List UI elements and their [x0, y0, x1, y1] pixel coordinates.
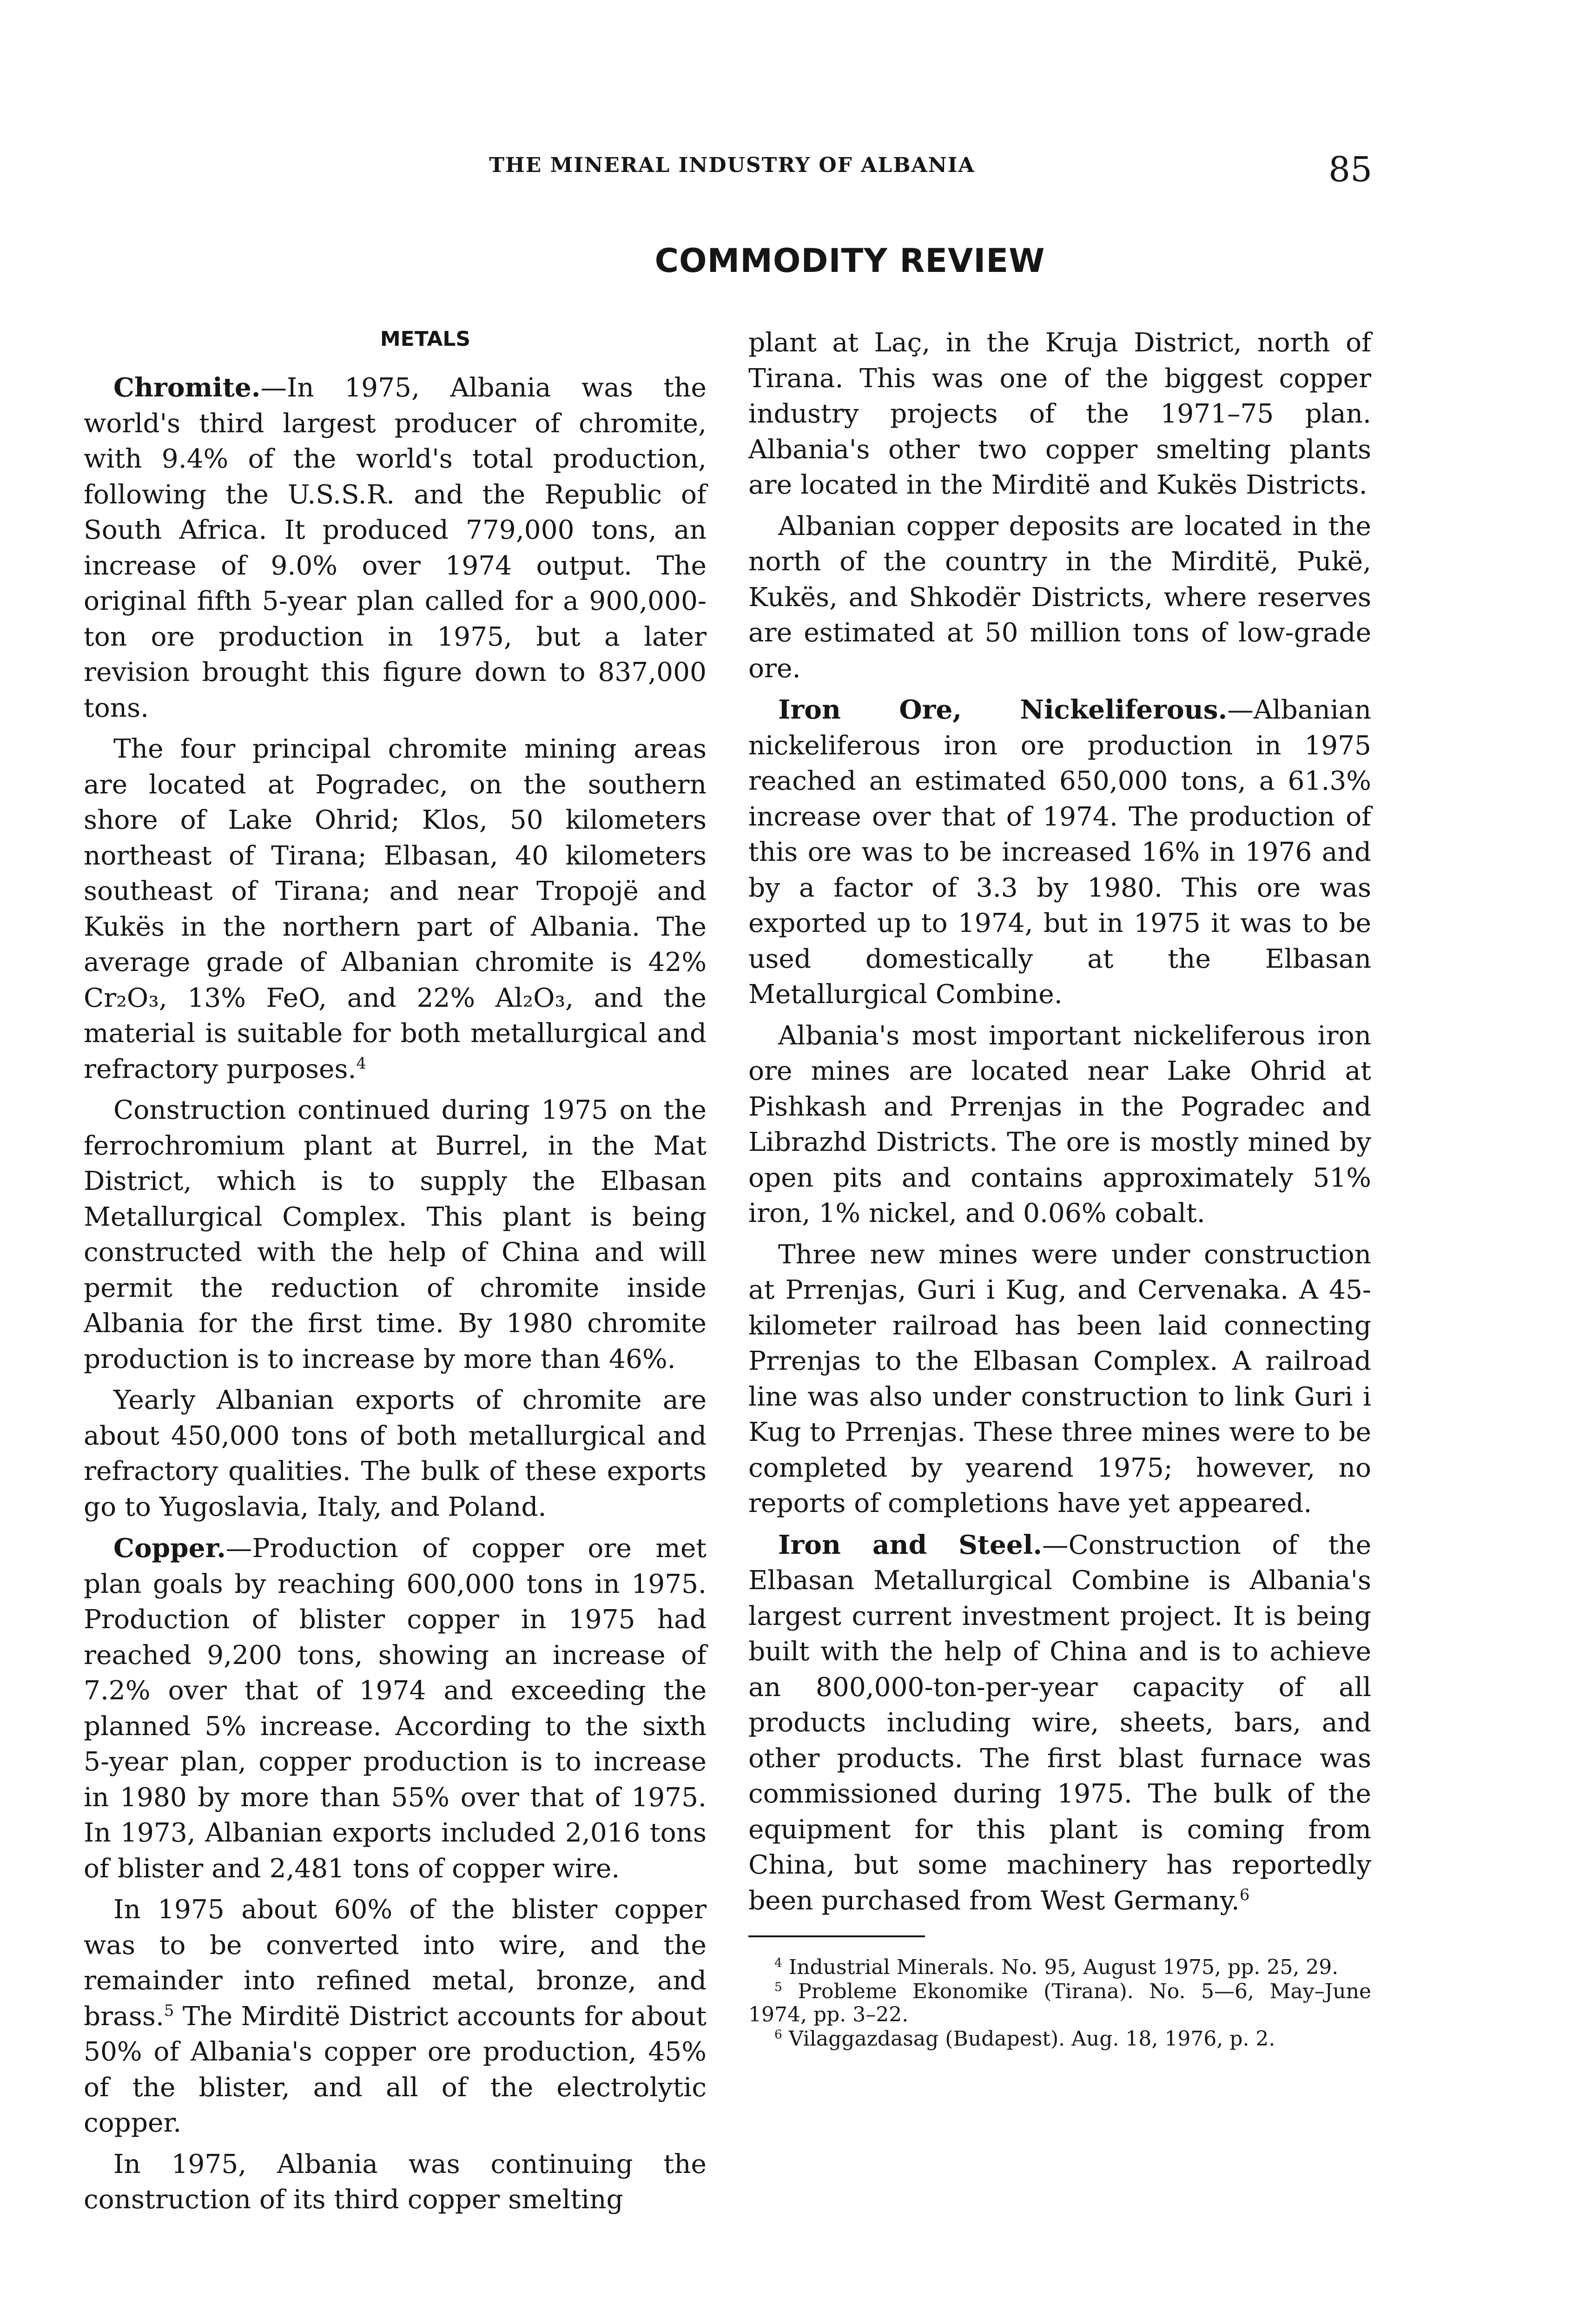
iron-ore-heading: Iron Ore, Nickeliferous. — [778, 694, 1228, 725]
blister-copper-paragraph — [84, 1892, 707, 2141]
blister-copper-text-a: In 1975 about 60% of the blister copper was to be converted into wire, and the remainder into refined metal, bronze, and brass. — [84, 1895, 707, 2032]
page-number: 85 — [1328, 150, 1373, 190]
footnote — [748, 1956, 1371, 1979]
right-column — [748, 325, 1371, 2052]
iron-steel-heading: Iron and Steel. — [778, 1529, 1042, 1560]
footnote-divider — [748, 1935, 925, 1937]
iron-ore-text: —Albanian nickeliferous iron ore production in 1975 reached an estimated 650,000 tons, a 61.3% increase over that of 1974. The production of this ore was to be increased 16% in 1976 and by a factor of 3.3 by 1980. This ore was exported up to 1974, but in 1975 it was to be used domestically at the Elbasan Metallurgical Combine. — [748, 695, 1371, 1010]
footnote-text: Industrial Minerals. No. 95, August 1975, pp. 25, 29. — [782, 1955, 1339, 1979]
iron-steel-text: —Construction of the Elbasan Metallurgical Combine is Albania's largest current investment project. It is being built with the help of China and is to achieve an 800,000-ton-per-year capacity of all products including wire, sheets, bars, and other products. The first blast furnace was commissioned during 1975. The bulk of the equipment for this plant is coming from China, but some machinery has reportedly been purchased from West Germany. — [748, 1530, 1372, 1916]
running-head — [0, 150, 1579, 195]
footnote-mark: 4 — [774, 1955, 782, 1970]
ferrochromium-plant-paragraph: Construction continued during 1975 on the ferrochromium plant at Burrel, in the Mat District, which is to supply the Elbasan Metallurgical Complex. This plant is being constructed with the help of China and will permit the reduction of chromite inside Albania for the first time. By 1980 chromite production is to increase by more than 46%. — [84, 1095, 707, 1374]
footnote-reference-4: 4 — [356, 1054, 366, 1072]
chromite-exports-paragraph: Yearly Albanian exports of chromite are about 450,000 tons of both metallurgical and refractory qualities. The bulk of these exports go to Yugoslavia, Italy, and Poland. — [84, 1385, 707, 1522]
nickeliferous-mines-paragraph: Albania's most important nickeliferous iron ore mines are located near Lake Ohrid at Pishkash and Prrenjas in the Pogradec and Librazhd Districts. The ore is mostly mined by open pits and contains approximately 51% iron, 1% nickel, and 0.06% cobalt. — [748, 1020, 1371, 1228]
subsection-title: METALS — [380, 327, 471, 351]
copper-paragraph — [84, 1531, 707, 1887]
iron-ore-paragraph — [748, 692, 1371, 1013]
left-column — [84, 325, 707, 2224]
chromite-paragraph — [84, 370, 707, 726]
running-title: THE MINERAL INDUSTRY OF ALBANIA — [489, 153, 975, 177]
footnote-mark: 5 — [774, 1980, 782, 1994]
new-mines-paragraph: Three new mines were under construction at Prrenjas, Guri i Kug, and Cervenaka. A 45-kilometer railroad has been laid connecting Prrenjas to the Elbasan Complex. A railroad line was also under construction to link Guri i Kug to Prrenjas. These three mines were to be completed by yearend 1975; however, no reports of completions have yet appeared. — [748, 1239, 1371, 1519]
footnote — [748, 1980, 1371, 2027]
footnote-text: Probleme Ekonomike (Tirana). No. 5—6, May–June 1974, pp. 3–22. — [748, 1980, 1371, 2027]
chromite-text: —In 1975, Albania was the world's third largest producer of chromite, with 9.4% of the world's total production, following the U.S.S.R. and the Republic of South Africa. It produced 779,000 tons, an increase of 9.0% over 1974 output. The original fifth 5-year plan called for a 900,000-ton ore production in 1975, but a later revision brought this figure down to 837,000 tons. — [84, 373, 707, 723]
copper-smelting-paragraph: In 1975, Albania was continuing the construction of its third copper smelting — [84, 2149, 707, 2215]
footnote-text: Vilaggazdasag (Budapest). Aug. 18, 1976, p. 2. — [782, 2027, 1275, 2051]
footnote — [748, 2027, 1371, 2051]
footnote-mark: 6 — [774, 2027, 782, 2042]
copper-smelting-continued-paragraph: plant at Laç, in the Kruja District, north of Tirana. This was one of the biggest copper industry projects of the 1971–75 plan. Albania's other two copper smelting plants are located in the Mirditë and Kukës Districts. — [748, 328, 1371, 500]
copper-deposits-paragraph: Albanian copper deposits are located in the north of the country in the Mirditë, Pukë, Kukës, and Shkodër Districts, where reserves are estimated at 50 million tons of low-grade ore. — [748, 511, 1371, 684]
iron-steel-paragraph — [748, 1527, 1371, 1919]
blister-copper-text-b: The Mirditë District accounts for about 50% of Albania's copper ore production, 45% of the blister, and all of the electrolytic copper. — [84, 2001, 707, 2138]
chromite-mining-areas-paragraph — [84, 732, 707, 1087]
footnote-reference-5: 5 — [164, 2001, 174, 2020]
footnote-reference-6: 6 — [1239, 1885, 1250, 1904]
chromite-heading: Chromite. — [113, 372, 261, 403]
copper-heading: Copper. — [113, 1533, 226, 1564]
section-title: COMMODITY REVIEW — [654, 242, 1045, 280]
chromite-mining-areas-text: The four principal chromite mining areas are located at Pogradec, on the southern shore of Lake Ohrid; Klos, 50 kilometers northeast of Tirana; Elbasan, 40 kilometers southeast of Tirana; and near Tropojë and Kukës in the northern part of Albania. The average grade of Albanian chromite is 42% Cr₂O₃, 13% FeO, and 22% Al₂O₃, and the material is suitable for both metallurgical and refractory purposes. — [84, 734, 707, 1084]
copper-text: —Production of copper ore met plan goals by reaching 600,000 tons in 1975. Production of blister copper in 1975 had reached 9,200 tons, showing an increase of 7.2% over that of 1974 and exceeding the planned 5% increase. According to the sixth 5-year plan, copper production is to increase in 1980 by more than 55% over that of 1975. In 1973, Albanian exports included 2,016 tons of blister and 2,481 tons of copper wire. — [84, 1533, 707, 1884]
